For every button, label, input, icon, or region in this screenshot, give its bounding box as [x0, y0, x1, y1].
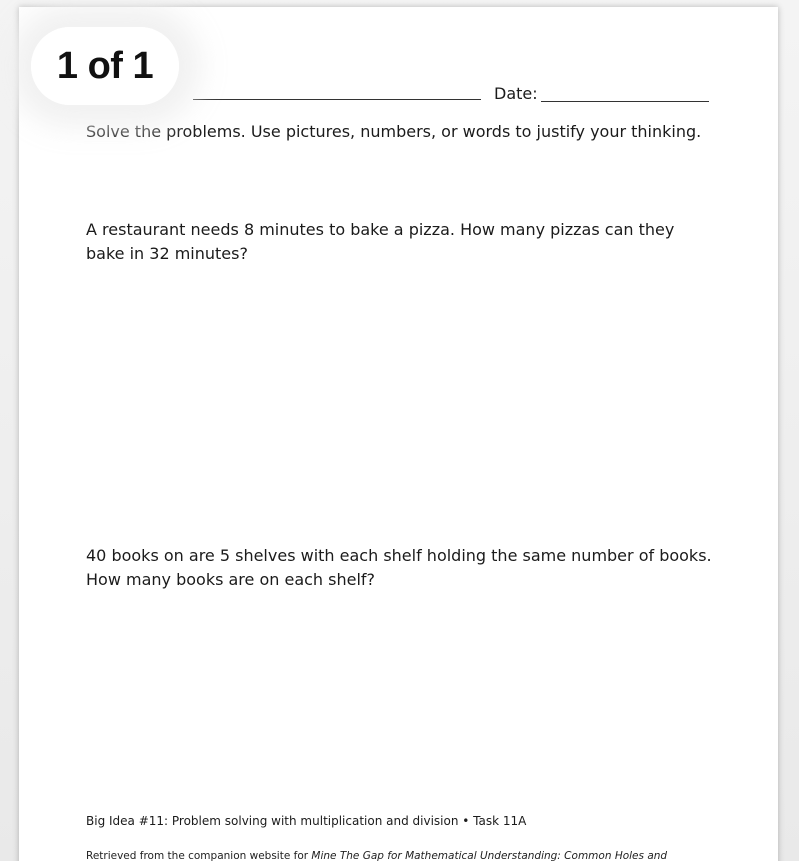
name-blank-line — [193, 99, 481, 100]
worksheet-page — [19, 7, 778, 861]
instructions-text: Solve the problems. Use pictures, numbers, or words to justify your thinking. — [86, 122, 702, 141]
problem-1-text: A restaurant needs 8 minutes to bake a pizza. How many pizzas can they bake in 32 minutes? — [86, 220, 675, 263]
problem-2-text: 40 books on are 5 shelves with each shelf holding the same number of books. How many books are on each shelf? — [86, 546, 712, 589]
retrieved-note — [86, 850, 667, 861]
retrieved-title: Mine The Gap for Mathematical Understanding: Common Holes and — [311, 850, 668, 861]
footer-text: Big Idea #11: Problem solving with multiplication and division • Task 11A — [86, 814, 527, 828]
date-label: Date: — [494, 84, 538, 103]
retrieved-prefix: Retrieved from the companion website for — [86, 850, 312, 861]
page-indicator-badge: 1 of 1 — [31, 27, 179, 105]
date-blank-line — [541, 101, 709, 102]
